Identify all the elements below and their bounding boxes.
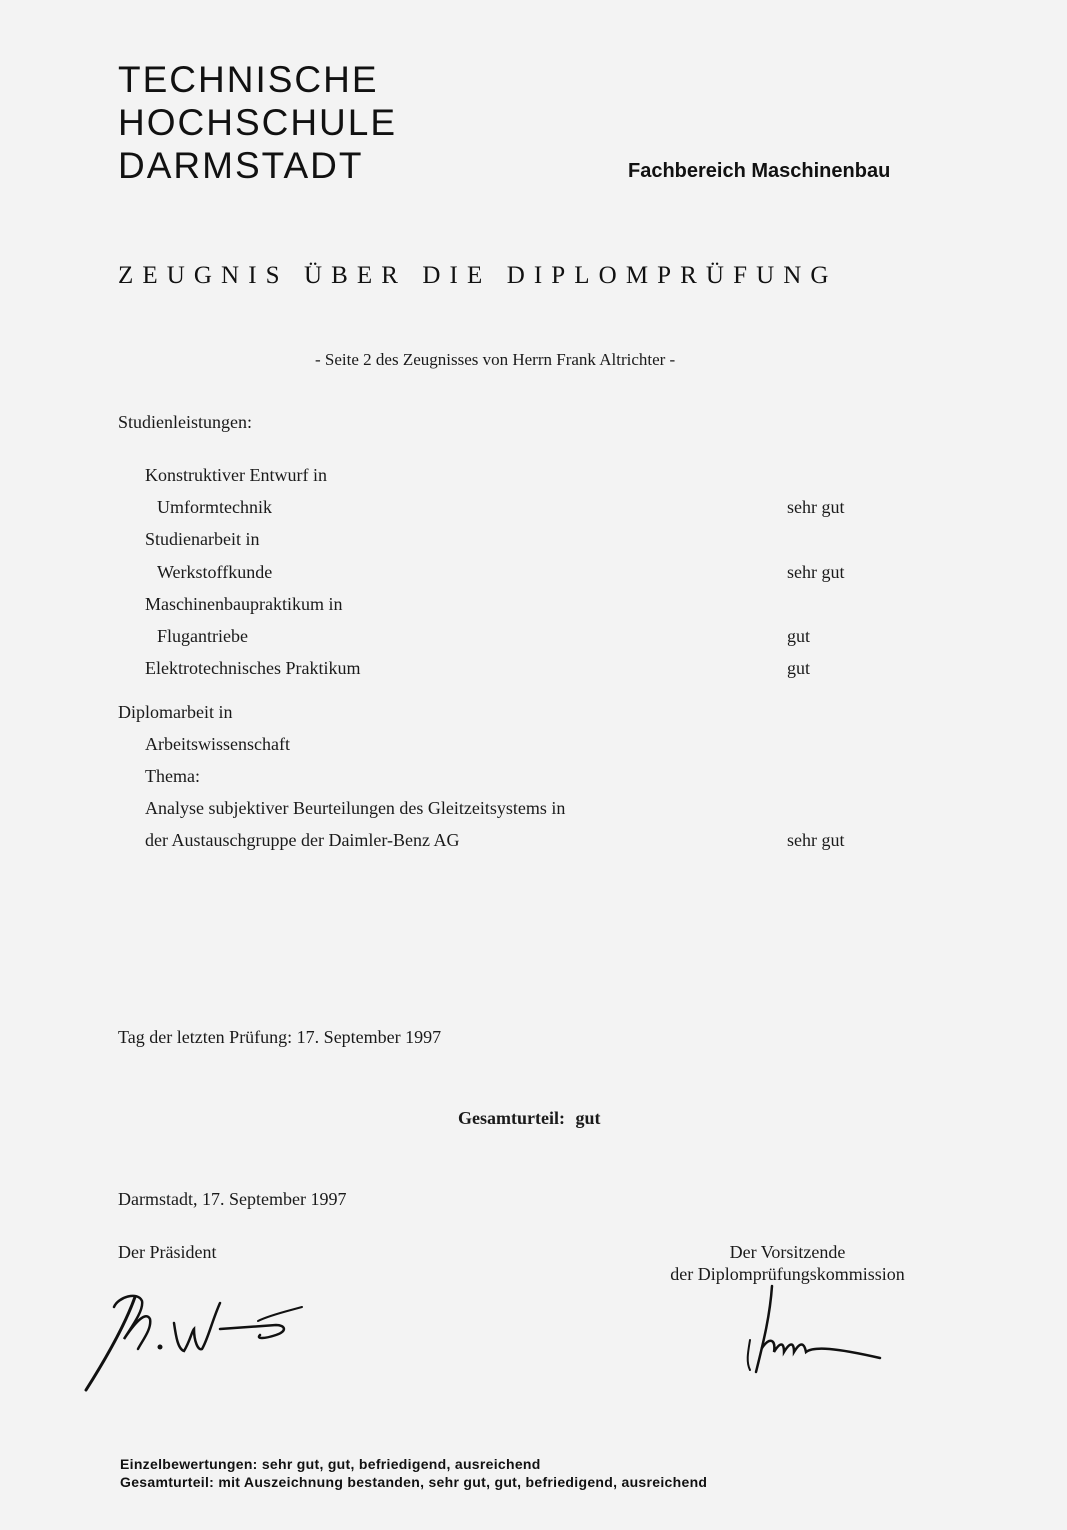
institution-line-2: HOCHSCHULE bbox=[118, 102, 398, 143]
place-date: Darmstadt, 17. September 1997 bbox=[118, 1189, 347, 1209]
study-item-1-line2: Umformtechnik bbox=[157, 497, 272, 517]
last-exam-date: Tag der letzten Prüfung: 17. September 1997 bbox=[118, 1027, 442, 1047]
president-title: Der Präsident bbox=[118, 1242, 217, 1262]
committee-chair-title-line1: Der Vorsitzende bbox=[729, 1242, 846, 1262]
institution-line-3: DARMSTADT bbox=[118, 145, 364, 186]
study-item-2-line2: Werkstoffkunde bbox=[157, 562, 273, 582]
document-subtitle: - Seite 2 des Zeugnisses von Herrn Frank Altrichter - bbox=[315, 350, 676, 369]
study-item-3-line2: Flugantriebe bbox=[157, 626, 248, 646]
thesis-field: Arbeitswissenschaft bbox=[145, 734, 290, 754]
studies-heading: Studienleistungen: bbox=[118, 412, 252, 432]
study-item-1-grade: sehr gut bbox=[787, 497, 845, 517]
study-item-2-line1: Studienarbeit in bbox=[145, 529, 260, 549]
thesis-grade: sehr gut bbox=[787, 830, 845, 850]
overall-grade-label: Gesamturteil: bbox=[458, 1108, 565, 1128]
study-item-4-line1: Elektrotechnisches Praktikum bbox=[145, 658, 361, 678]
study-item-2-grade: sehr gut bbox=[787, 562, 845, 582]
thesis-topic-line1: Analyse subjektiver Beurteilungen des Gleitzeitsystems in bbox=[145, 798, 566, 818]
study-item-3-line1: Maschinenbaupraktikum in bbox=[145, 594, 343, 614]
footer-overall-grades: Gesamturteil: mit Auszeichnung bestanden, sehr gut, gut, befriedigend, ausreichend bbox=[120, 1474, 708, 1490]
thesis-topic-label: Thema: bbox=[145, 766, 200, 786]
thesis-topic-line2: der Austauschgruppe der Daimler-Benz AG bbox=[145, 830, 460, 850]
committee-chair-title bbox=[655, 1241, 920, 1285]
footer-individual-grades: Einzelbewertungen: sehr gut, gut, befriedigend, ausreichend bbox=[120, 1456, 541, 1472]
study-item-3-grade: gut bbox=[787, 626, 811, 646]
document-title: ZEUGNIS ÜBER DIE DIPLOMPRÜFUNG bbox=[118, 262, 838, 289]
committee-chair-title-line2: der Diplomprüfungskommission bbox=[670, 1264, 905, 1284]
overall-grade bbox=[458, 1108, 600, 1129]
study-item-4-grade: gut bbox=[787, 658, 811, 678]
institution-name bbox=[118, 58, 397, 187]
committee-chair-signature bbox=[740, 1280, 890, 1380]
institution-line-1: TECHNISCHE bbox=[118, 59, 379, 100]
thesis-heading: Diplomarbeit in bbox=[118, 702, 233, 722]
president-signature bbox=[80, 1285, 320, 1395]
study-item-1-line1: Konstruktiver Entwurf in bbox=[145, 465, 327, 485]
overall-grade-value: gut bbox=[575, 1108, 601, 1128]
department-name: Fachbereich Maschinenbau bbox=[628, 160, 891, 182]
